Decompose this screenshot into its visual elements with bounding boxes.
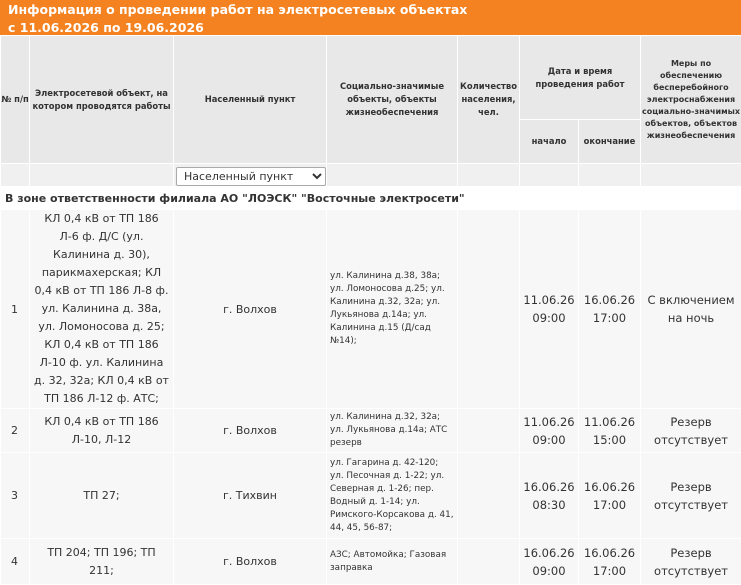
row-population: [458, 210, 520, 409]
row-start-date: 11.06.26: [520, 291, 578, 309]
row-object: КЛ 0,4 кВ от ТП 186 Л-6 ф. Д/С (ул. Калинина д. 30), парикмахерская; КЛ 0,4 кВ от ТП 186 Л-8 ф. ул. Калинина д. 38а, ул. Ломоносова д. 25; КЛ 0,4 кВ от ТП 186 Л-10 ф. ул. Калинина д. 32, 32а; КЛ 0,4 кВ от ТП 186 Л-12 ф. АТС;: [30, 210, 174, 409]
row-end: [579, 210, 641, 409]
row-start: [520, 539, 579, 585]
row-num: 1: [1, 210, 30, 409]
row-object: ТП 27;: [30, 453, 174, 539]
page-banner: [0, 0, 741, 35]
banner-period: с 11.06.2026 по 19.06.2026: [8, 19, 733, 37]
row-end: [579, 409, 641, 453]
table-row: [1, 210, 741, 409]
row-start-time: 08:30: [520, 496, 578, 514]
row-end-time: 17:00: [579, 309, 640, 327]
row-start-date: 11.06.26: [520, 413, 578, 431]
row-start: [520, 210, 579, 409]
row-start: [520, 409, 579, 453]
row-start: [520, 453, 579, 539]
row-start-date: 16.06.26: [520, 544, 578, 562]
row-end-date: 16.06.26: [579, 478, 640, 496]
row-population: [458, 409, 520, 453]
row-locality: г. Волхов: [174, 409, 327, 453]
row-start-date: 16.06.26: [520, 478, 578, 496]
header-start: начало: [520, 120, 579, 164]
filter-row: [1, 164, 741, 187]
table-row: [1, 453, 741, 539]
row-object: КЛ 0,4 кВ от ТП 186 Л-10, Л-12: [30, 409, 174, 453]
header-num: № п/п: [1, 36, 30, 164]
banner-title: Информация о проведении работ на электросетевых объектах: [8, 1, 733, 19]
row-measures: Резерв отсутствует: [641, 539, 741, 585]
row-object: ТП 204; ТП 196; ТП 211;: [30, 539, 174, 585]
row-social: ул. Калинина д.38, 38а; ул. Ломоносова д.25; ул. Калинина д.32, 32а; ул. Лукьянова д.14а; ул. Калинина д.15 (Д/сад №14);: [327, 210, 458, 409]
row-measures: Резерв отсутствует: [641, 453, 741, 539]
row-locality: г. Волхов: [174, 539, 327, 585]
row-start-time: 09:00: [520, 431, 578, 449]
row-end-time: 17:00: [579, 496, 640, 514]
header-measures: Меры по обеспечению бесперебойного электроснабжения социально-значимых объектов, объектов жизнеобеспечения: [641, 36, 741, 164]
row-population: [458, 453, 520, 539]
header-social: Социально-значимые объекты, объекты жизнеобеспечения: [327, 36, 458, 164]
header-datetime: Дата и время проведения работ: [520, 36, 641, 120]
row-start-time: 09:00: [520, 562, 578, 580]
row-locality: г. Тихвин: [174, 453, 327, 539]
header-row: [1, 36, 741, 120]
header-object: Электросетевой объект, на котором проводятся работы: [30, 36, 174, 164]
locality-filter-select[interactable]: [176, 167, 326, 186]
row-end-date: 16.06.26: [579, 291, 640, 309]
row-start-time: 09:00: [520, 309, 578, 327]
row-social: АЗС; Автомойка; Газовая заправка: [327, 539, 458, 585]
row-end: [579, 539, 641, 585]
row-social: ул. Калинина д.32, 32а; ул. Лукьянова д.14а; АТС резерв: [327, 409, 458, 453]
header-end: окончание: [579, 120, 641, 164]
row-end-date: 16.06.26: [579, 544, 640, 562]
table-row: [1, 539, 741, 585]
header-population: Количество населения, чел.: [458, 36, 520, 164]
table-row: [1, 409, 741, 453]
row-num: 2: [1, 409, 30, 453]
row-end: [579, 453, 641, 539]
row-locality: г. Волхов: [174, 210, 327, 409]
row-end-time: 15:00: [579, 431, 640, 449]
row-end-time: 17:00: [579, 562, 640, 580]
row-social: ул. Гагарина д. 42-120; ул. Песочная д. 1-22; ул. Северная д. 1-26; пер. Водный д. 1-14; ул. Римского-Корсакова д. 41, 44, 45, 56-87;: [327, 453, 458, 539]
row-measures: С включением на ночь: [641, 210, 741, 409]
row-num: 4: [1, 539, 30, 585]
row-population: [458, 539, 520, 585]
header-locality: Населенный пункт: [174, 36, 327, 164]
section-title: В зоне ответственности филиала АО "ЛОЭСК" "Восточные электросети": [1, 187, 741, 210]
row-num: 3: [1, 453, 30, 539]
section-row: [1, 187, 741, 210]
row-end-date: 11.06.26: [579, 413, 640, 431]
outage-table: [0, 35, 741, 585]
row-measures: Резерв отсутствует: [641, 409, 741, 453]
